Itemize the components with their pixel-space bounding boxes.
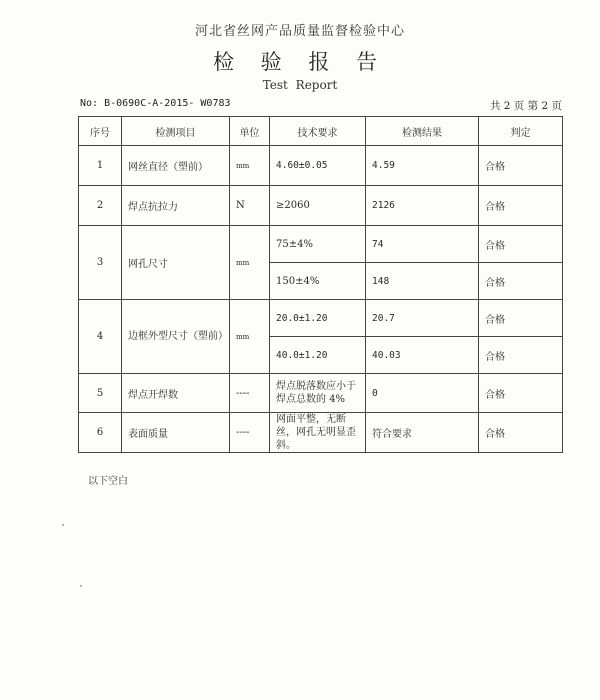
table-row [79, 226, 563, 263]
col-header-requirement: 技术要求 [270, 117, 366, 146]
blank-below-note: 以下空白 [88, 476, 128, 487]
row-unit: mm [230, 226, 270, 300]
row-verdict: 合格 [479, 413, 563, 453]
col-header-verdict: 判定 [479, 117, 563, 146]
row-no: 4 [79, 300, 122, 374]
row-verdict: 合格 [479, 337, 563, 374]
row-requirement: 网面平整，无断丝，网孔无明显歪斜。 [270, 413, 366, 453]
report-title: 检 验 报 告 [212, 50, 388, 74]
report-number: No: B-0690C-A-2015- W0783 [80, 98, 231, 109]
col-header-item: 检测项目 [122, 117, 230, 146]
row-item: 网丝直径（塑前） [122, 146, 230, 186]
organization-name: 河北省丝网产品质量监督检验中心 [194, 24, 405, 39]
scan-speck [62, 524, 64, 526]
row-verdict: 合格 [479, 146, 563, 186]
col-header-unit: 单位 [230, 117, 270, 146]
row-requirement: ≥2060 [270, 186, 366, 226]
row-result: 148 [366, 263, 479, 300]
row-requirement: 焊点脱落数应小于焊点总数的 4% [270, 374, 366, 413]
row-unit: mm [230, 300, 270, 374]
row-requirement: 75±4% [270, 226, 366, 263]
table-row [79, 374, 563, 413]
row-no: 6 [79, 413, 122, 453]
row-result: 符合要求 [366, 413, 479, 453]
row-item: 表面质量 [122, 413, 230, 453]
scan-speck [80, 585, 82, 587]
row-no: 1 [79, 146, 122, 186]
col-header-no: 序号 [79, 117, 122, 146]
report-subtitle: Test Report [262, 78, 338, 92]
row-no: 5 [79, 374, 122, 413]
row-result: 40.03 [366, 337, 479, 374]
row-unit: ---- [230, 413, 270, 453]
row-requirement: 20.0±1.20 [270, 300, 366, 337]
meta-row [80, 98, 562, 112]
row-unit: ---- [230, 374, 270, 413]
row-item: 边框外型尺寸（塑前） [122, 300, 230, 374]
row-requirement: 40.0±1.20 [270, 337, 366, 374]
row-result: 74 [366, 226, 479, 263]
row-result: 2126 [366, 186, 479, 226]
row-verdict: 合格 [479, 226, 563, 263]
row-verdict: 合格 [479, 300, 563, 337]
row-verdict: 合格 [479, 263, 563, 300]
row-no: 2 [79, 186, 122, 226]
row-verdict: 合格 [479, 374, 563, 413]
row-requirement: 150±4% [270, 263, 366, 300]
row-unit: N [230, 186, 270, 226]
row-result: 4.59 [366, 146, 479, 186]
row-result: 20.7 [366, 300, 479, 337]
table-row [79, 186, 563, 226]
col-header-result: 检测结果 [366, 117, 479, 146]
row-no: 3 [79, 226, 122, 300]
table-row [79, 146, 563, 186]
test-results-table [78, 116, 563, 453]
row-requirement: 4.60±0.05 [270, 146, 366, 186]
page-info: 共 2 页 第 2 页 [489, 100, 562, 112]
row-verdict: 合格 [479, 186, 563, 226]
table-row [79, 413, 563, 453]
table-row [79, 300, 563, 337]
table-header-row [79, 117, 563, 146]
row-item: 焊点开焊数 [122, 374, 230, 413]
row-unit: mm [230, 146, 270, 186]
row-result: 0 [366, 374, 479, 413]
row-item: 网孔尺寸 [122, 226, 230, 300]
row-item: 焊点抗拉力 [122, 186, 230, 226]
